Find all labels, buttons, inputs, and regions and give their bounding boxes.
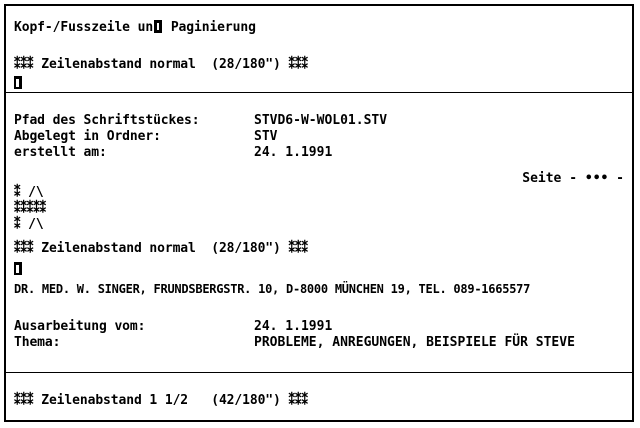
created-label: erstellt am: xyxy=(14,145,107,160)
spacing-marker-icon: ⁑⁑⁑ xyxy=(288,57,308,72)
header-title-end: Paginierung xyxy=(163,20,256,35)
folder-value[interactable]: STV xyxy=(254,129,278,144)
top-line-spacing-marker[interactable] xyxy=(14,58,308,72)
format-marker-line-2: ⁑⁑⁑⁑⁑ xyxy=(14,201,47,216)
spacing-marker-icon: ⁑⁑⁑ xyxy=(14,393,34,408)
path-label: Pfad des Schriftstückes: xyxy=(14,113,200,128)
mid-line-spacing-marker[interactable] xyxy=(14,242,308,256)
topic-value[interactable]: PROBLEME, ANREGUNGEN, BEISPIELE FÜR STEVE xyxy=(254,335,575,350)
header-title-line[interactable] xyxy=(14,20,256,35)
block-cursor-top xyxy=(14,76,22,89)
spacing-marker-icon: ⁑⁑⁑ xyxy=(288,393,308,408)
topic-label: Thema: xyxy=(14,335,61,350)
editor-frame xyxy=(4,4,634,422)
spacing-marker-icon: ⁑⁑⁑ xyxy=(14,241,34,256)
bottom-line-spacing-text: Zeilenabstand 1 1/2 (42/180") xyxy=(33,393,289,408)
mid-line-spacing-text: Zeilenabstand normal (28/180") xyxy=(33,241,289,256)
content-separator xyxy=(6,372,632,373)
bottom-line-spacing-marker[interactable] xyxy=(14,394,308,408)
format-marker-line-3: ⁑ /\ xyxy=(14,217,44,232)
letterhead-line[interactable]: DR. MED. W. SINGER, FRUNDSBERGSTR. 10, D-8000 MÜNCHEN 19, TEL. 089-1665577 xyxy=(14,282,531,296)
header-title-start: Kopf-/Fusszeile un xyxy=(14,20,154,35)
format-marker-line-1: ⁑ /\ xyxy=(14,185,44,200)
header-separator xyxy=(6,92,632,93)
elaboration-date-value[interactable]: 24. 1.1991 xyxy=(254,319,333,334)
block-cursor-mid xyxy=(14,262,22,275)
path-value[interactable]: STVD6-W-WOL01.STV xyxy=(254,113,388,128)
folder-label: Abgelegt in Ordner: xyxy=(14,129,161,144)
text-cursor xyxy=(154,20,162,33)
spacing-marker-icon: ⁑⁑⁑ xyxy=(14,57,34,72)
elaboration-date-label: Ausarbeitung vom: xyxy=(14,319,146,334)
page-number-field[interactable]: Seite - ••• - xyxy=(522,171,624,186)
spacing-marker-icon: ⁑⁑⁑ xyxy=(288,241,308,256)
top-line-spacing-text: Zeilenabstand normal (28/180") xyxy=(33,57,289,72)
created-value[interactable]: 24. 1.1991 xyxy=(254,145,333,160)
